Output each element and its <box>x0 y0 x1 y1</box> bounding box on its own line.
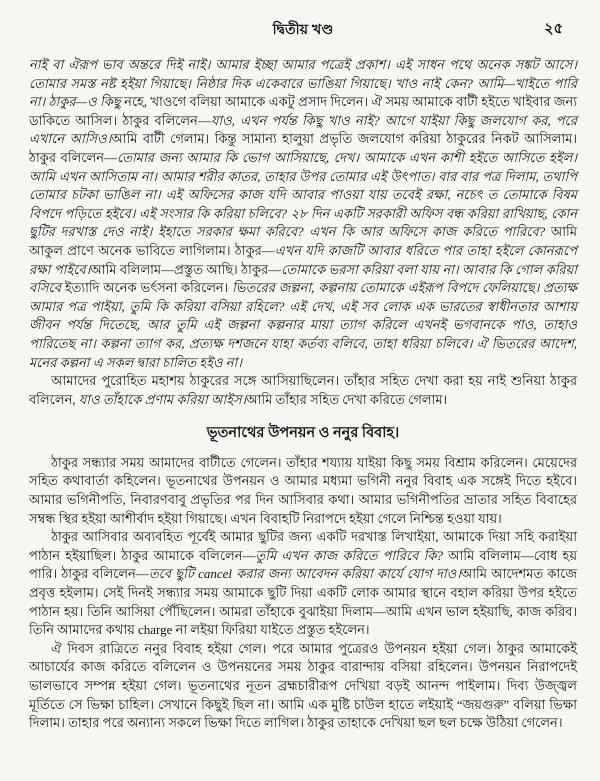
quoted-speech: যাও, এখন পর্যন্ত কিছু খাও নাই? আগে যাইয়া কিছু জলযোগ কর, পরে এখানে আসিও। <box>29 112 577 147</box>
narration: ঐ দিবস রাত্রিতে ননুর বিবাহ হইয়া গেল। পরে আমার পুত্রেরও উপনয়ন হইয়া গেল। ঠাকুর আমাকেই আচার্যের কাজ করিতে বলিলেন ও উপনয়নের সময় ঠাকুর বারান্দায় বসিয়া রহিলেন। উপনয়ন নিরাপদেই ভালভাবে সম্পন্ন হইয়া গেল। ভূতনাথের নূতন ব্রহ্মচারীরূপ দেখিয়া বড়ই আনন্দ পাইলাম। দিব্য উজ্জ্বল মূর্তিতে সে ভিক্ষা চাহিল। সেখানে কিছুই ছিল না। আমি এক মুষ্টি চাউল হাতে লইয়াই “জয়গুরু” বলিয়া ভিক্ষা দিলাম। তাহার পরে অন্যান্য সকলে ভিক্ষা দিতে লাগিল। ঠাকুর তাহাকে দেখিয়া ছল ছল চক্ষে উঠিয়া গেলেন। <box>29 640 577 731</box>
narration: ঠাকুর সন্ধ্যার সময় আমাদের বাটীতে গেলেন। তাঁহার শয্যায় যাইয়া কিছু সময় বিশ্রাম করিলেন। মেয়েদের সহিত কথাবার্তা কহিলেন। ভূতনাথের উপনয়ন ও আমার মধ্যমা ভগিনী ননুর বিবাহ এক সঙ্গেই দিতে হইবে। আমার ভগিনীপতি, নিবারণবাবু প্রভৃতির পর দিন আসিবার কথা। আমার ভগিনীপতির ভ্রাতার সহিত বিবাহের সম্বন্ধ স্থির হইয়া আশীর্বাদ হইয়া গিয়াছে। এখন বিবাহটি নিরাপদে হইয়া গেলে নিশ্চিন্ত হওয়া যায়। <box>29 454 577 526</box>
quoted-speech: যাও তাঁহাকে প্রণাম করিয়া আইস। <box>78 391 247 407</box>
page-number: ২৫ <box>544 21 563 37</box>
narration: আমি তাঁহার সহিত দেখা করিতে গেলাম। <box>246 391 448 407</box>
quoted-speech: তবে ছুটি cancel করার জন্য আবেদন করিয়া কার্যে যোগ দাও। <box>148 566 461 582</box>
quoted-speech: নাই বা ঐরূপ ভাব অন্তরে দিই নাই। আমার ইচ্ছা আমার পত্রেই প্রকাশ। এই সাধন পথে অনেক সঙ্কট আসে। তোমার সমস্ত নষ্ট হইয়া গিয়াছে। নিষ্ঠার দিক একেবারে ভাঙিয়া গিয়াছে। খাও নাই কেন? আমি—খাইতে পারি না। ঠাকুর—ও কিছু <box>29 57 577 110</box>
page-header <box>29 18 577 40</box>
paragraph <box>29 372 577 409</box>
paragraph <box>29 454 577 528</box>
section-upanayan-bibaha <box>29 454 577 733</box>
quoted-speech: তোমাকে ভরসা করিয়া বলা যায় না। আবার কি গোল করিয়া বসিবে <box>29 261 578 296</box>
body-text <box>29 56 577 733</box>
quoted-speech: তোমার জন্য আমার কি ভোগ আসিয়াছে, দেখ। আমাকে এখন কাশী হইতে আসিতে হইল। আমি এখন আসিতাম না। আমার শরীর কাতর, তাহার উপর তোমার এই উৎপাত। বার বার পত্র দিলাম, তথাপি তোমার চটকা ভাঙিল না। এই অফিসের কাজ যদি আবার পাওয়া যায় তবেই রক্ষা, নচেৎ ত তোমাকে বিষম বিপদে পড়িতে হইবে। এই সংসার কি করিয়া চলিবে? ২৮ দিন একটি সরকারী অফিস বন্ধ করিয়া রাখিয়াছ, কোন ছুটির দরখাস্ত দেও নাই। ইহাতে সরকার ক্ষমা করিবে? এখন কি আর অফিসে কাজ করিতে পারিবে? <box>29 149 578 240</box>
volume-title: দ্বিতীয় খণ্ড <box>272 23 334 38</box>
narration: আমি আদেশমত কাজে প্রবৃত্ত হইলাম। সেই দিনই সন্ধ্যার সময় আমাকে ছুটি দিয়া একটি লোক আমার স্থানে বহাল করিয়া উপর হইতে পাঠান হয়। তিনি আসিয়া পৌঁছিলেন। আমরা তাঁহাকে বুঝাইয়া দিলাম—আমি এখন ভাল হইয়াছি, কাজ করিব। তিনি আমাদের কথায় charge না লইয়া ফিরিয়া যাইতে প্রস্তুত হইলেন। <box>29 566 578 638</box>
narration: আমি বলিলাম—বোধ হয় পারি। ঠাকুর বলিলেন— <box>29 547 577 582</box>
paragraph <box>29 56 577 372</box>
section-heading: ভূতনাথের উপনয়ন ও ননুর বিবাহ। <box>206 425 400 442</box>
narration: আমি বলিলাম—প্রস্তুত আছি। ঠাকুর— <box>90 261 282 277</box>
section-continuation <box>29 56 577 409</box>
quoted-speech: এখন যদি কাজটি আবার ধরিতে পার তাহা হইলে কোনরূপে রক্ষা পাইবে। <box>29 242 577 277</box>
narration: ইত্যাদি অনেক ভর্ৎসনা করিলেন। <box>64 280 233 296</box>
paragraph <box>29 528 577 640</box>
narration: আমাদের পুরোহিত মহাশয় ঠাকুরের সঙ্গে আসিয়াছিলেন। তাঁহার সহিত দেখা করা হয় নাই শুনিয়া ঠাকুর বলিলেন, <box>29 373 577 407</box>
narration: আমি বাটী গেলাম। কিন্তু সামান্য হালুয়া প্রভৃতি জলযোগ করিয়া ঠাকুরের নিকট আসিলাম। ঠাকুর বলিলেন— <box>29 131 577 165</box>
narration: আমি আকুল প্রাণে অনেক ভাবিতে লাগিলাম। ঠাকুর— <box>29 224 577 258</box>
paragraph <box>29 640 577 733</box>
narration: নহে, খাওগে বলিয়া আমাকে একটু প্রসাদ দিলেন। ঐ সময় আমাকে বাটী হইতে খাইবার জন্য ডাকিতে আসিল। ঠাকুর বলিলেন— <box>29 94 577 128</box>
narration: ঠাকুর আসিবার অব্যবহিত পূর্বেই আমার ছুটির জন্য একটি দরখাস্ত লিখাইয়া, আমাকে দিয়া সহি করাইয়া পাঠান হইয়াছিল। ঠাকুর আমাকে বলিলেন— <box>29 529 577 563</box>
quoted-speech: তুমি এখন কাজ করিতে পারিবে কি? <box>255 547 449 563</box>
quoted-speech: ভিতরের জল্পনা, কল্পনায় তোমাকে এইরূপ বিপদে ফেলিয়াছে। প্রত্যক্ষ আমার পত্র পাইয়া, তুমি কি করিয়া বসিয়া রহিলে? এই দেখ, এই সব লোক এক ভারতের স্বাধীনতার আশায় জীবন পর্যন্ত দিতেছে, আর তুমি এই জল্পনা কল্পনার মায়া ত্যাগ করিলে এখনই ভগবানকে পাও, তাহাও পারিতেছ না। কল্পনা ত্যাগ কর, প্রত্যক্ষ দশজনে যাহা কর্তব্য বলিবে, তাহা ধরিয়া চলিবে। ঐ ভিতরের আদেশ, মনের কল্পনা এ সকল দ্বারা চালিত হইও না। <box>29 280 577 370</box>
